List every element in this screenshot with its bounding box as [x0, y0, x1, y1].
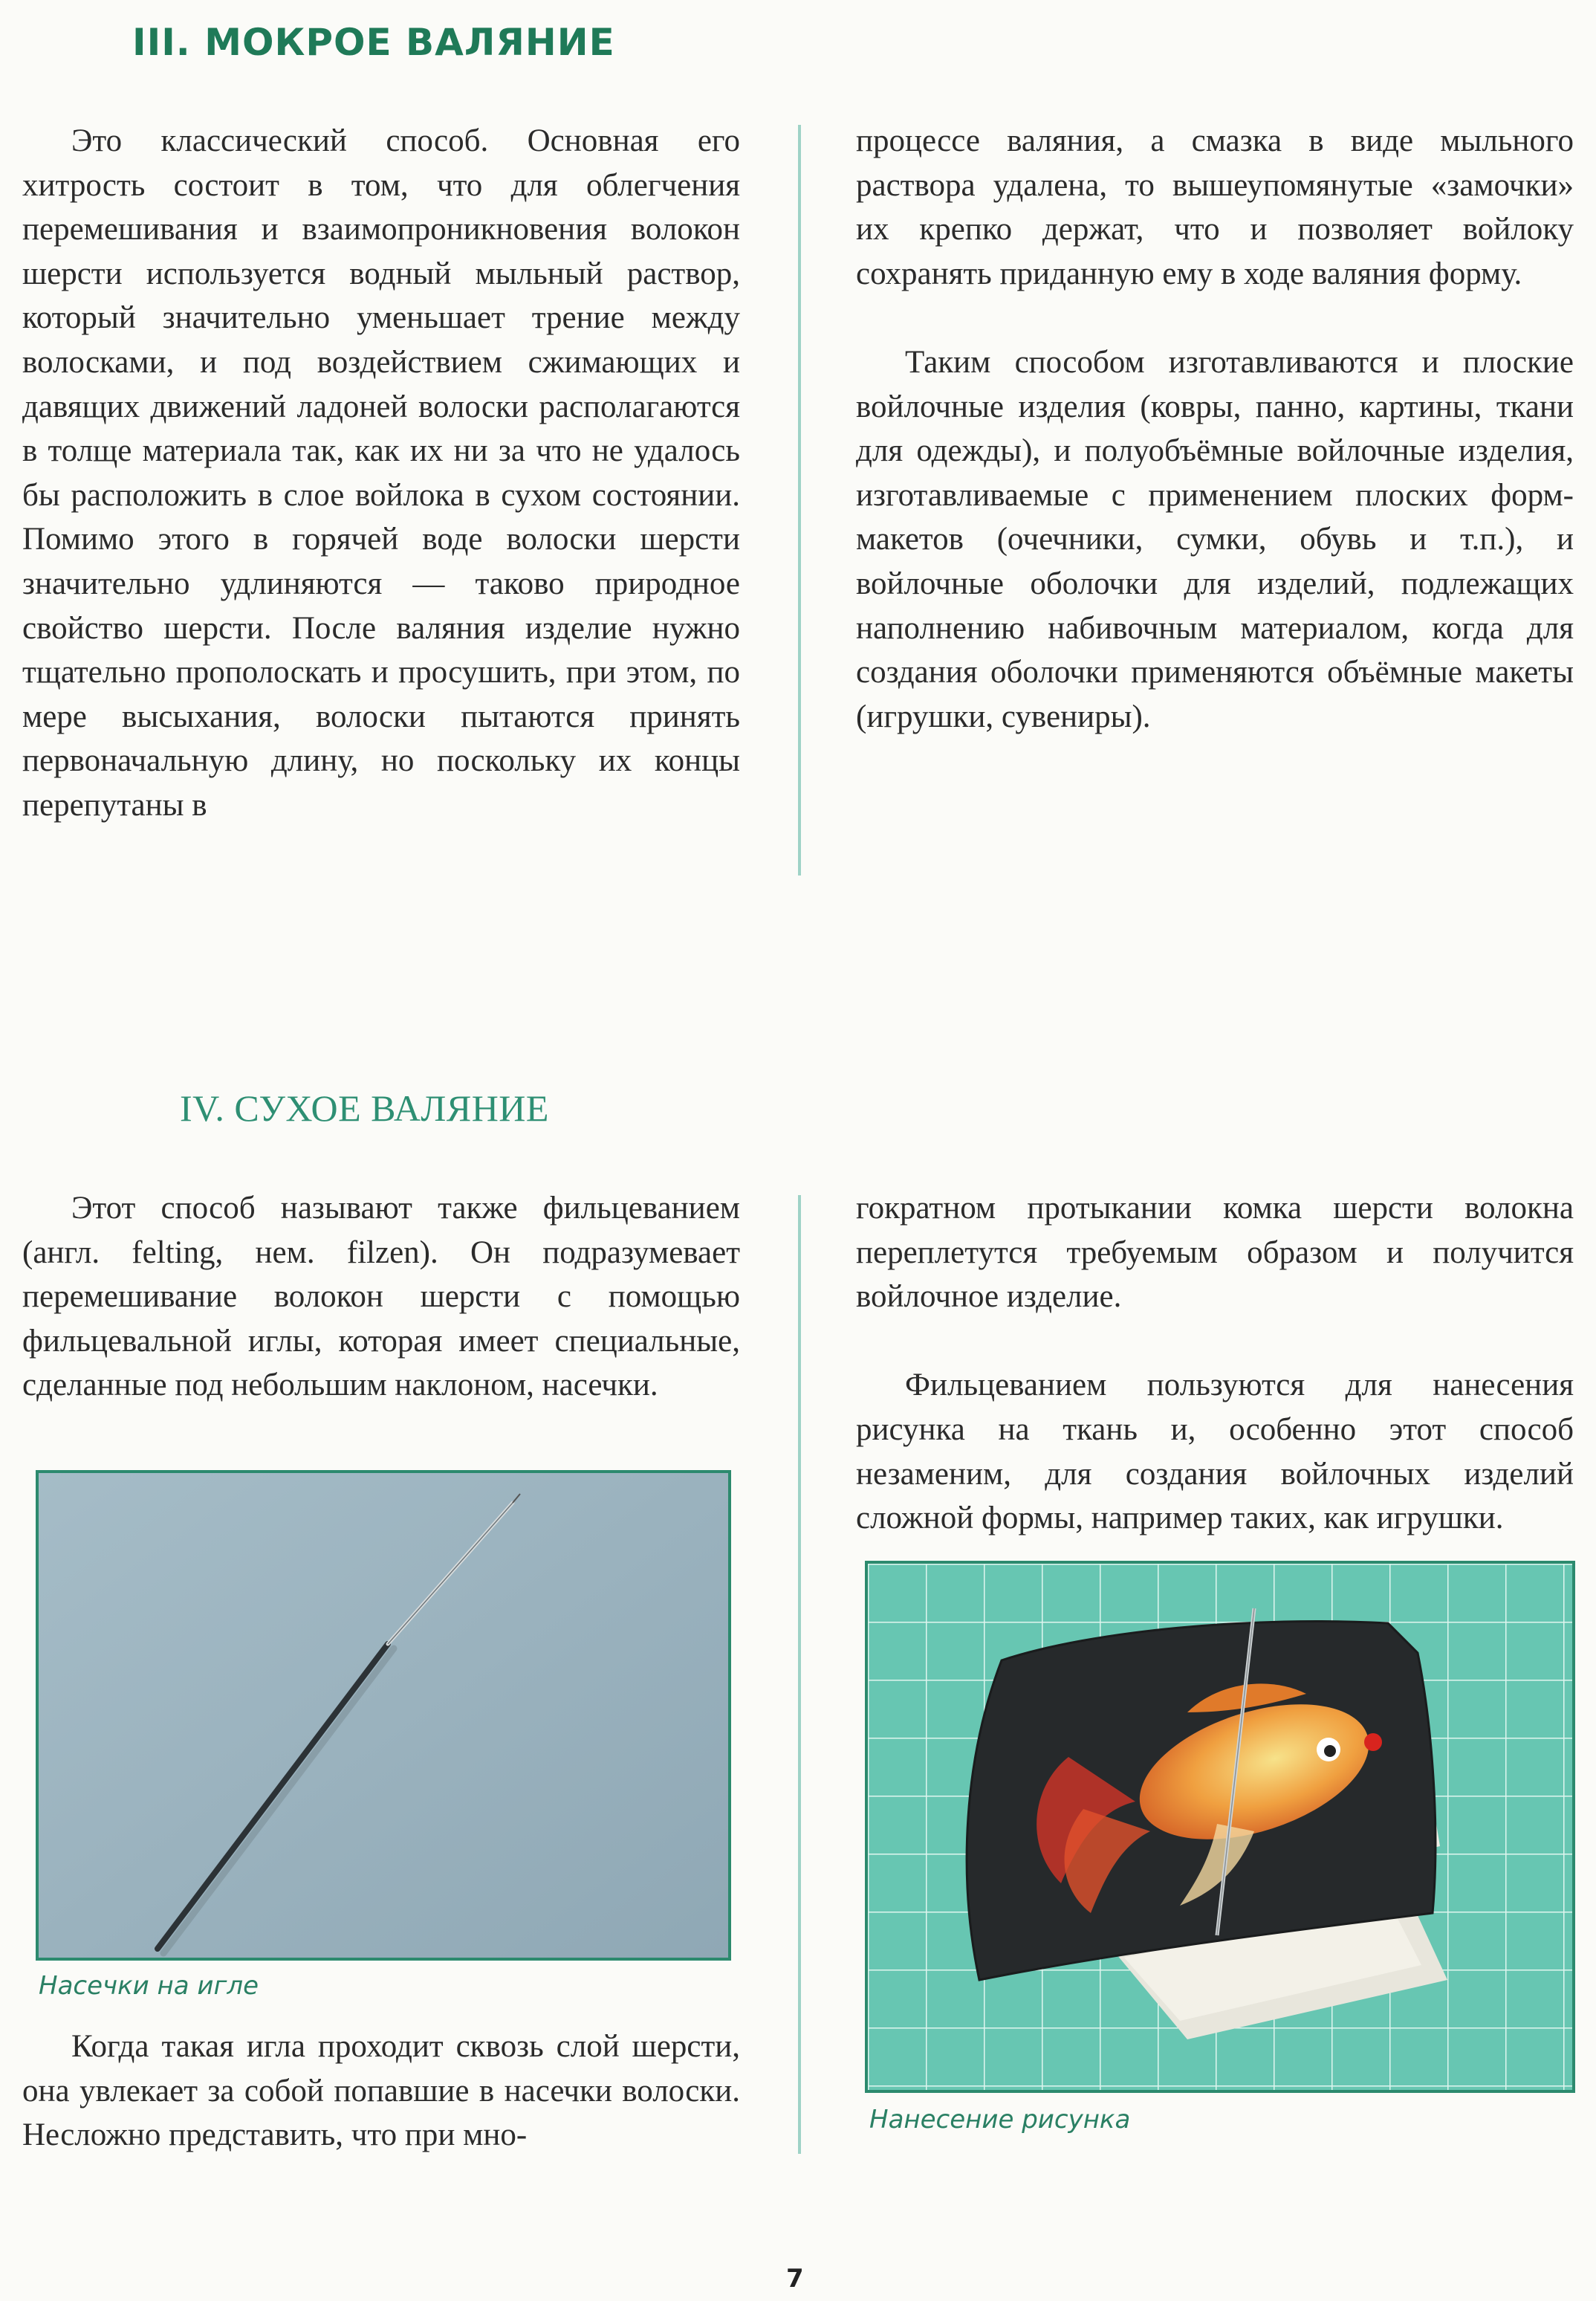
- dry-felting-paragraph-2: Когда такая игла проходит сквозь слой шерсти, она увлекает за собой попавшие в насечки волоски. Несложно представить, что при мно-: [22, 2029, 740, 2153]
- wet-felting-paragraph-continued: процессе валяния, а смазка в виде мыльного раствора удалена, то вышеупомянутые «замочки» их крепко держат, что и позволяет войлоку сохранять приданную ему в ходе валяния форму.: [856, 123, 1574, 291]
- section-heading-dry-felting: IV. СУХОЕ ВАЛЯНИЕ: [180, 1087, 549, 1129]
- needle-photo: [36, 1470, 731, 1961]
- wet-felting-paragraph-1: Это классический способ. Основная его хитрость состоит в том, что для облегчения перемешивания и взаимопроникновения волокон шерсти используется водный мыльный раствор, который значительно уменьшает трение между волосками, и под воздействием сжимающих и давящих движений ладоней волоски располагаются в толще материала так, как их ни за что не удалось бы расположить в слое войлока в сухом состоянии. Помимо этого в горячей воде волоски шерсти значительно удлиняются — таково природное свойство шерсти. После валяния изделие нужно тщательно прополоскать и просушить, при этом, по мере высыхания, волоски пытаются принять первоначальную длину, но поскольку их концы перепутаны в: [22, 123, 740, 823]
- column-divider-bottom: [798, 1195, 801, 2154]
- felted-goldfish-picture: [868, 1564, 1572, 2090]
- column-divider-top: [798, 125, 801, 876]
- wet-felting-paragraph-2: Таким способом изготавливаются и плоские войлочные изделия (ковры, панно, картины, ткани для одежды), и полуобъёмные войлочные изделия, изготавливаемые с применением плоских форм-макетов (очечники, сумки, обувь и т.п.), и войлочные оболочки для изделий, подлежащих наполнению набивочным материалом, когда для создания оболочки применяются объёмные макеты (игрушки, сувениры).: [856, 344, 1574, 734]
- drawing-photo-caption: Нанесение рисунка: [869, 2105, 1131, 2135]
- page-number: 7: [786, 2264, 804, 2294]
- section-heading-wet-felting: III. МОКРОЕ ВАЛЯНИЕ: [132, 21, 615, 64]
- dry-felting-left-column-bottom: [22, 2025, 740, 2158]
- drawing-photo: [865, 1561, 1575, 2093]
- dry-felting-left-column-top: [22, 1186, 740, 1408]
- wet-felting-right-column: [856, 119, 1574, 739]
- needle-photo-caption: Насечки на игле: [39, 1971, 259, 2001]
- dry-felting-right-column: [856, 1186, 1574, 1541]
- felting-needle-icon: [39, 1473, 728, 1958]
- wet-felting-left-column: [22, 119, 740, 828]
- dry-felting-paragraph-1: Этот способ называют также фильцеванием (англ. felting, нем. filzen). Он подразумевает перемешивание волокон шерсти с помощью фильцевальной иглы, которая имеет специальные, сделанные под небольшим наклоном, насечки.: [22, 1191, 740, 1403]
- dry-felting-paragraph-continued: гократном протыкании комка шерсти волокна переплетутся требуемым образом и получится войлочное изделие.: [856, 1191, 1574, 1315]
- dry-felting-paragraph-3: Фильцеванием пользуются для нанесения рисунка на ткань и, особенно этот способ незаменим, для создания войлочных изделий сложной формы, например таких, как игрушки.: [856, 1368, 1574, 1536]
